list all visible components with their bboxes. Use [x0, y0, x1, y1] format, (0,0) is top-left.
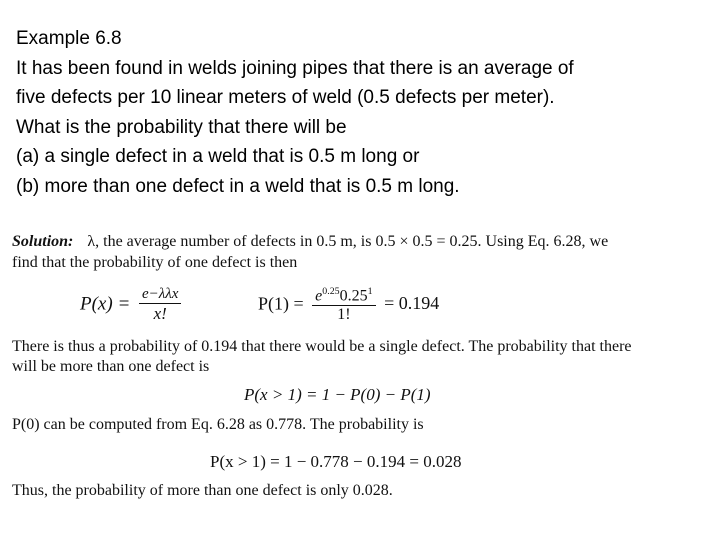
p1-fraction: [312, 286, 375, 324]
problem-line: (a) a single defect in a weld that is 0.5 m long or: [16, 146, 420, 167]
example-title: Example 6.8: [16, 28, 122, 49]
p1-formula: [258, 286, 439, 324]
p1-numerator: $e^{0.25}0.25^1$: [315, 286, 373, 305]
problem-line: (b) more than one defect in a weld that is 0.5 m long.: [16, 175, 460, 197]
solution-text: λ, the average number of defects in 0.5 m, is 0.5 × 0.5 = 0.25. Using Eq. 6.28, we: [87, 233, 609, 250]
poisson-lhs: P(x) =: [80, 293, 131, 315]
solution-line-3: There is thus a probability of 0.194 that there would be a single defect. The probability that there: [12, 338, 632, 355]
solution-line-1: [12, 233, 608, 251]
equation-result: P(x > 1) = 1 − 0.778 − 0.194 = 0.028: [210, 452, 462, 471]
solution-line-6: Thus, the probability of more than one defect is only 0.028.: [12, 482, 393, 499]
p1-result: = 0.194: [384, 293, 440, 314]
solution-line-5: P(0) can be computed from Eq. 6.28 as 0.778. The probability is: [12, 416, 424, 433]
poisson-numerator: e−λλx: [142, 286, 179, 302]
solution-line-2: find that the probability of one defect is then: [12, 254, 298, 271]
poisson-fraction: [139, 286, 181, 324]
p1-lhs: P(1) =: [258, 293, 304, 314]
problem-line: five defects per 10 linear meters of weld (0.5 defects per meter).: [16, 87, 555, 108]
p1-denominator: 1!: [312, 305, 375, 324]
problem-statement: [16, 24, 706, 201]
equation-more-than-one: P(x > 1) = 1 − P(0) − P(1): [244, 385, 431, 404]
solution-line-4: will be more than one defect is: [12, 358, 210, 375]
problem-line: What is the probability that there will be: [16, 116, 347, 138]
problem-line: It has been found in welds joining pipes that there is an average of: [16, 57, 574, 79]
poisson-denominator: x!: [139, 303, 181, 324]
solution-label: Solution:: [12, 233, 74, 250]
poisson-formula: [80, 286, 181, 324]
